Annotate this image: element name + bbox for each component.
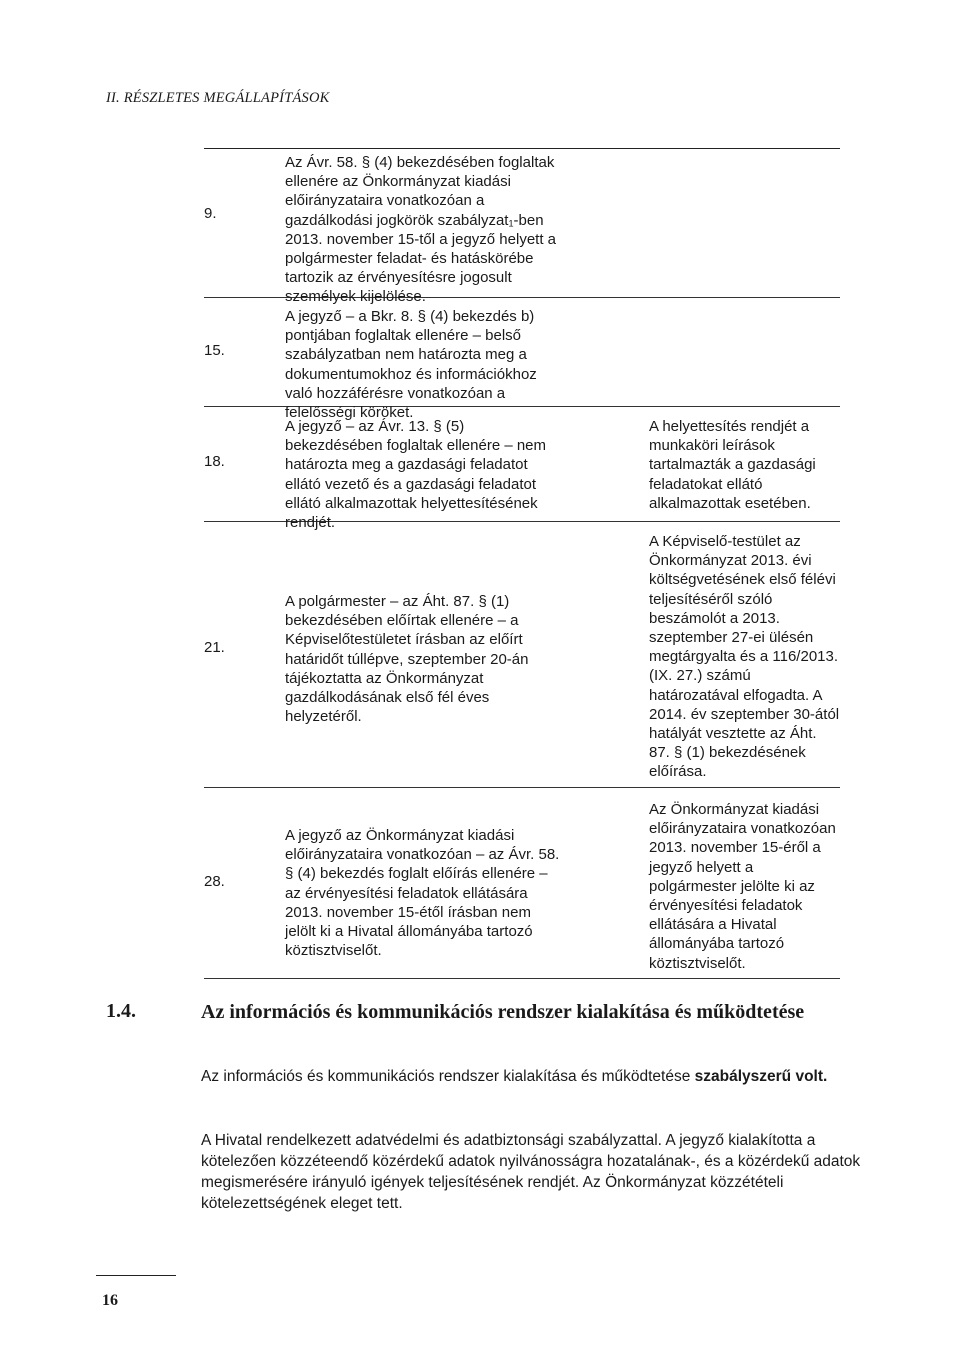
section-paragraph-1: [201, 1066, 866, 1087]
row-number: 28.: [204, 873, 225, 890]
paragraph-text: Az információs és kommunikációs rendszer kialakítása és működtetése: [201, 1068, 691, 1085]
table-row: [204, 298, 840, 422]
finding-text: Az Ávr. 58. § (4) bekezdésében foglaltak ellenére az Önkormányzat kiadási előirányzataira vonatkozóan a gazdálkodási jogkörök szabályzat₁-ben 2013. november 15-től a jegyző helyett a polgármester feladat- és hatáskörébe tartozik az érvényesítésre jogosult személyek kijelölése.: [285, 154, 557, 306]
paragraph-bold-conclusion: szabályszerű volt.: [694, 1068, 828, 1085]
findings-table: [204, 148, 840, 979]
table-row: [204, 522, 840, 788]
row-number: 21.: [204, 639, 225, 656]
finding-text: A jegyző – az Ávr. 13. § (5) bekezdésében foglaltak ellenére – nem határozta meg a gazdasági feladatot ellátó vezető és a gazdasági feladatot ellátó alkalmazottak helyettesítésének rendjét.: [285, 418, 547, 532]
remark-text: A Képviselő-testület az Önkormányzat 2013. évi költségvetésének első félévi teljesítéséről szóló beszámolót a 2013. szeptember 27-ei ülésén megtárgyalta és a 116/2013. (IX. 27.) számú határozatával elfogadta. A 2014. év szeptember 30-ától hatályát vesztette az Áht. 87. § (1) bekezdésének előírása.: [649, 533, 840, 781]
table-row: [204, 407, 840, 532]
row-number: 9.: [204, 205, 217, 222]
chapter-header: II. RÉSZLETES MEGÁLLAPÍTÁSOK: [106, 90, 330, 106]
row-number: 15.: [204, 342, 225, 359]
remark-text: A helyettesítés rendjét a munkaköri leírások tartalmazták a gazdasági feladatokat ellátó alkalmazottak esetében.: [649, 418, 816, 512]
page-number: 16: [102, 1292, 118, 1309]
table-row: [204, 149, 840, 306]
section-number: 1.4.: [106, 1000, 136, 1022]
finding-text: A jegyző – a Bkr. 8. § (4) bekezdés b) pontjában foglaltak ellenére – belső szabályzatban nem határozta meg a dokumentumokhoz és információkhoz való hozzáférésre vonatkozóan a felelősségi köröket.: [285, 308, 537, 422]
section-title: Az információs és kommunikációs rendszer kialakítása és működtetése: [201, 1001, 805, 1023]
footer-rule: [96, 1275, 176, 1276]
finding-text: A polgármester – az Áht. 87. § (1) bekezdésében előírtak ellenére – a Képviselőtestületet írásban az előírt határidőt túllépve, szeptember 20-án tájékoztatta az Önkormányzat gazdálkodásának első fél éves helyzetéről.: [285, 593, 529, 726]
finding-text: A jegyző az Önkormányzat kiadási előirányzataira vonatkozóan – az Ávr. 58. § (4) bekezdés foglalt előírás ellenére – az érvényesítési feladatok ellátására 2013. november 15-étől írásban nem jelölt ki a Hivatal állományába tartozó köztisztviselőt.: [285, 827, 560, 960]
section-paragraph-2: A Hivatal rendelkezett adatvédelmi és adatbiztonsági szabályzattal. A jegyző kialakította a kötelezően közzéteendő közérdekű adatok nyilvánosságra hozatalának-, és a közérdekű adatok megismerésére irányuló igények teljesítésének rendjét. Az Önkormányzat közzétételi kötelezettségének eleget tett.: [201, 1132, 861, 1212]
remark-text: Az Önkormányzat kiadási előirányzataira vonatkozóan 2013. november 15-éről a jegyző helyett a polgármester jelölte ki az érvényesítési feladatok ellátására a Hivatal állományába tartozó köztisztviselőt.: [649, 801, 836, 972]
table-row: [204, 788, 840, 979]
row-number: 18.: [204, 453, 225, 470]
